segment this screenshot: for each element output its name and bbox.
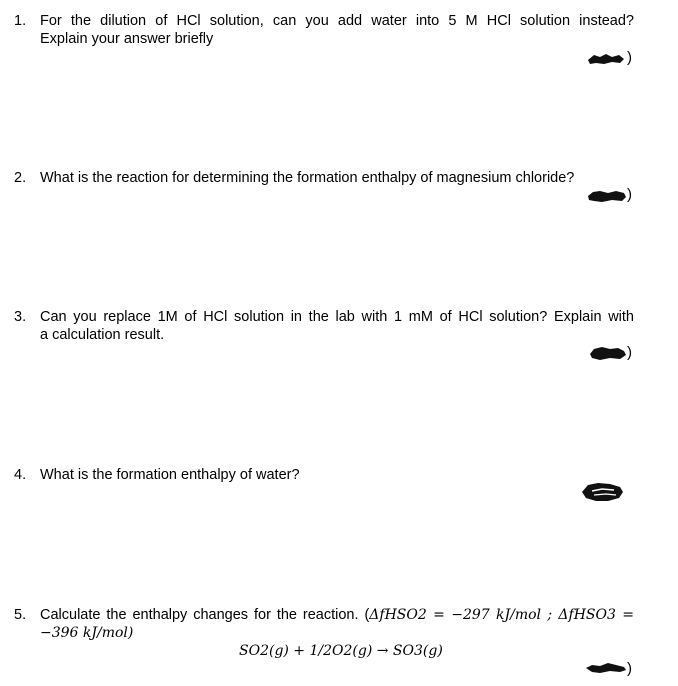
redacted-marks-blob	[586, 188, 630, 204]
question-text: What is the formation enthalpy of water?	[40, 467, 300, 483]
question-text	[40, 606, 634, 624]
formation-enthalpy-values: ΔfHSO2 = −297 kJ/mol ; ΔfHSO3 =	[369, 607, 634, 623]
question-text-continued: −396 kJ/mol)	[40, 625, 134, 641]
redacted-marks-blob	[586, 344, 630, 362]
closing-paren: )	[627, 49, 632, 66]
closing-paren: )	[627, 186, 632, 203]
question-number: 5.	[14, 607, 27, 623]
question-text-prefix: Calculate the enthalpy changes for the reaction. (	[40, 607, 370, 623]
question-text-continued: Explain your answer briefly	[40, 31, 214, 47]
redacted-marks-blob	[586, 51, 630, 67]
question-text: Can you replace 1M of HCl solution in the lab with 1 mM of HCl solution? Explain with	[40, 309, 634, 325]
question-number: 4.	[14, 467, 27, 483]
reaction-equation: SO2(g) + 1/2O2(g) → SO3(g)	[239, 643, 443, 659]
question-number: 3.	[14, 309, 27, 325]
closing-paren: )	[627, 660, 632, 677]
redacted-marks-blob	[584, 660, 630, 676]
question-text-continued: a calculation result.	[40, 327, 165, 343]
question-number: 2.	[14, 170, 27, 186]
redacted-marks-blob	[578, 480, 626, 504]
question-text: For the dilution of HCl solution, can you add water into 5 M HCl solution instead?	[40, 13, 634, 29]
question-text: What is the reaction for determining the formation enthalpy of magnesium chloride?	[40, 170, 575, 186]
question-number: 1.	[14, 13, 27, 29]
closing-paren: )	[627, 344, 632, 361]
